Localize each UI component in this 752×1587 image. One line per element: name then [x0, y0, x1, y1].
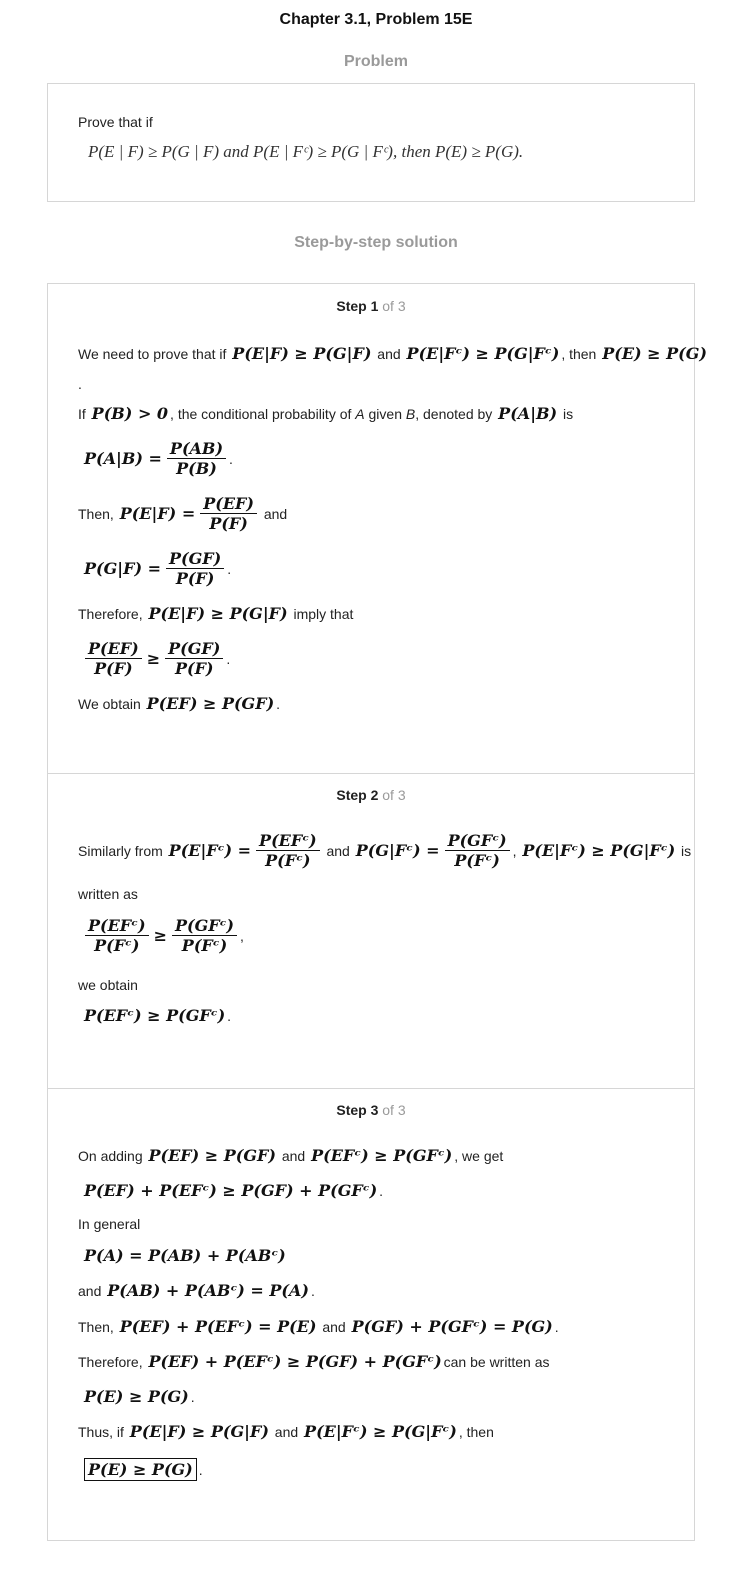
math-expression: P(E) ≥ P(G) — [602, 344, 707, 363]
step-3-final-answer: P(E) ≥ P(G) . — [82, 1458, 203, 1481]
denominator: P(F) — [209, 514, 248, 533]
text: and — [377, 345, 401, 362]
text: B — [405, 405, 416, 422]
math-expression: P(E|F) ≥ P(G|F) — [232, 344, 372, 363]
chapter-title: Chapter 3.1, Problem 15E — [279, 11, 473, 28]
step-label: Step 1 — [336, 298, 379, 314]
step-3-sum: P(EF) + P(EFᶜ) ≥ P(GF) + P(GFᶜ) . — [84, 1181, 384, 1200]
step-count: of 3 — [382, 1102, 406, 1118]
step-1-line-therefore — [78, 604, 353, 623]
math-expression: P(B) > 0 — [91, 404, 169, 423]
text: , the conditional probability of — [170, 405, 352, 422]
text: and — [281, 1147, 306, 1164]
problem-heading: Problem — [343, 53, 408, 70]
step-count: of 3 — [382, 787, 406, 803]
math-expression: P(EFᶜ) ≥ P(GFᶜ) — [84, 1006, 226, 1025]
fraction — [256, 831, 320, 870]
text: and — [263, 505, 288, 522]
denominator: P(F) — [94, 659, 133, 678]
denominator: P(F) — [175, 569, 215, 588]
numerator: P(GFᶜ) — [445, 831, 510, 851]
text: We need to prove that if — [78, 345, 227, 362]
text: Therefore, — [78, 605, 143, 622]
step-1-line-then — [78, 494, 287, 533]
step-3-then-line: Then, P(EF) + P(EFᶜ) = P(E) and P(GF) + P(GFᶜ) = P(G) . — [78, 1317, 559, 1336]
math-expression: P(EF) + P(EFᶜ) ≥ P(GF) + P(GFᶜ) — [148, 1352, 442, 1371]
step-1-formula-g: P(G|F) = $\frac{P(GF)}{P(F)}$ . — [84, 549, 232, 588]
fraction — [445, 831, 510, 870]
final-answer-box: P(E) ≥ P(G) — [84, 1458, 197, 1481]
step-1-period: . — [78, 376, 82, 392]
fraction — [200, 494, 257, 533]
step-3-result: P(E) ≥ P(G) . — [84, 1387, 195, 1406]
math-expression: P(E|Fᶜ) ≥ P(G|Fᶜ) — [304, 1422, 457, 1441]
denominator: P(Fᶜ) — [94, 936, 140, 955]
math-expression: P(EF) ≥ P(GF) — [146, 694, 275, 713]
step-2 — [48, 773, 694, 1089]
step-3-header — [48, 1102, 694, 1118]
math-expression: P(E|F) ≥ P(G|F) — [148, 604, 288, 623]
step-3 — [48, 1088, 694, 1540]
math-expression: P(A|B) = — [84, 449, 162, 468]
math-expression: P(G|Fᶜ) = — [355, 841, 440, 860]
step-3-in-general: In general — [78, 1216, 141, 1232]
math-expression: P(E|Fᶜ) ≥ P(G|Fᶜ) — [406, 344, 560, 363]
math-expression: P(AB) + P(ABᶜ) = P(A) — [107, 1281, 309, 1300]
text: and — [322, 1318, 346, 1335]
text: and — [274, 1423, 299, 1440]
step-1 — [48, 284, 707, 774]
text: , then — [458, 1423, 494, 1440]
text: We obtain — [78, 695, 141, 712]
text: Then, — [78, 505, 114, 522]
problem-box — [47, 83, 695, 202]
numerator: P(GF) — [165, 639, 223, 659]
solution-heading: Step-by-step solution — [294, 234, 458, 251]
problem-statement: P(E | F) ≥ P(G | F) and P(E | Fᶜ) ≥ P(G | Fᶜ), then P(E) ≥ P(G). — [88, 142, 524, 161]
fraction — [85, 639, 142, 678]
math-expression: P(GF) + P(GFᶜ) = P(G) — [351, 1317, 553, 1336]
step-1-formula-cond-prob: P(A|B) = $\frac{P(AB)}{P(B)}$ . — [84, 439, 233, 478]
numerator: P(EF) — [85, 639, 142, 659]
step-2-header — [48, 787, 694, 803]
step-3-general-formula — [82, 1246, 288, 1265]
step-3-and-line: and P(AB) + P(ABᶜ) = P(A) . — [78, 1281, 315, 1300]
denominator: P(Fᶜ) — [454, 851, 500, 870]
step-count: of 3 — [382, 298, 406, 314]
math-expression: P(E) ≥ P(G) — [84, 1387, 189, 1406]
text: , then — [561, 345, 597, 362]
math-expression: P(E|Fᶜ) ≥ P(G|Fᶜ) — [522, 841, 676, 860]
problem-intro: Prove that if — [78, 114, 153, 130]
step-2-formula-ratio: $\frac{\text{P(EFᶜ)}}{\text{P(Fᶜ)}}$ ≥ $\frac{\text{P(GFᶜ)}}{\text{P(Fᶜ)}}$ , — [82, 916, 244, 955]
text: can be written as — [443, 1353, 550, 1370]
step-label: Step 3 — [336, 1102, 379, 1118]
math-expression: P(EFᶜ) ≥ P(GFᶜ) — [311, 1146, 453, 1165]
text: , denoted by — [415, 405, 493, 422]
solution-box — [47, 283, 707, 1541]
fraction — [85, 916, 149, 955]
numerator: P(EF) — [200, 494, 257, 514]
step-3-line-1 — [78, 1146, 503, 1165]
fraction — [167, 439, 226, 478]
text: Thus, if — [78, 1423, 124, 1440]
step-1-header — [48, 298, 694, 314]
step-3-thus-line — [78, 1422, 494, 1441]
text: Therefore, — [78, 1353, 143, 1370]
denominator: P(Fᶜ) — [181, 936, 228, 955]
step-2-result: P(EFᶜ) ≥ P(GFᶜ) . — [84, 1006, 232, 1025]
numerator: P(GF) — [166, 549, 224, 569]
denominator: P(Fᶜ) — [265, 851, 311, 870]
text: Then, — [78, 1318, 114, 1335]
numerator: P(AB) — [167, 439, 226, 459]
step-2-line-1: Similarly from P(E|Fᶜ) = $\frac{\text{P(EFᶜ)}}{\text{P(Fᶜ)}}$ and P(G|Fᶜ) = $\frac{\text{P(GFᶜ)}}{\text{P(Fᶜ)}}$ , P(E|Fᶜ) ≥ P(G|Fᶜ) is — [78, 831, 692, 870]
fraction — [166, 549, 224, 588]
text: imply that — [293, 605, 354, 622]
math-expression: P(EF) + P(EFᶜ) = P(E) — [119, 1317, 317, 1336]
math-expression: P(E|Fᶜ) = — [168, 841, 252, 860]
math-expression: P(EF) ≥ P(GF) — [148, 1146, 276, 1165]
text: and — [78, 1282, 102, 1299]
text: is — [681, 842, 692, 859]
text: If — [78, 405, 86, 422]
denominator: P(F) — [174, 659, 214, 678]
text: , we get — [454, 1147, 504, 1164]
step-1-line-2 — [78, 404, 573, 423]
numerator: P(GFᶜ) — [172, 916, 237, 936]
denominator: P(B) — [176, 459, 217, 478]
text: given — [368, 405, 402, 422]
step-label: Step 2 — [336, 787, 379, 803]
step-1-formula-ratio: $\frac{P(EF)}{P(F)}$ ≥ $\frac{P(GF)}{P(F)}$ . — [82, 639, 230, 678]
math-expression: P(E|F) ≥ P(G|F) — [129, 1422, 269, 1441]
text: and — [326, 842, 350, 859]
fraction — [165, 639, 223, 678]
step-1-line-obtain: We obtain P(EF) ≥ P(GF) . — [78, 694, 281, 713]
text: A — [355, 405, 365, 422]
step-3-therefore-line — [78, 1352, 549, 1371]
text: is — [563, 405, 574, 422]
step-2-we-obtain: we obtain — [78, 977, 138, 993]
fraction — [172, 916, 237, 955]
text: On adding — [78, 1147, 143, 1164]
math-expression: P(G|F) = — [84, 559, 161, 578]
step-1-line-1 — [78, 344, 709, 363]
math-expression: P(E|F) = — [119, 504, 196, 523]
math-expression: P(A|B) — [498, 404, 558, 423]
numerator: P(EFᶜ) — [256, 831, 320, 851]
step-2-written-as: written as — [78, 886, 138, 902]
text: Similarly from — [78, 842, 163, 859]
numerator: P(EFᶜ) — [85, 916, 149, 936]
math-expression: P(A) = P(AB) + P(ABᶜ) — [84, 1246, 286, 1265]
math-expression: P(EF) + P(EFᶜ) ≥ P(GF) + P(GFᶜ) — [84, 1181, 378, 1200]
